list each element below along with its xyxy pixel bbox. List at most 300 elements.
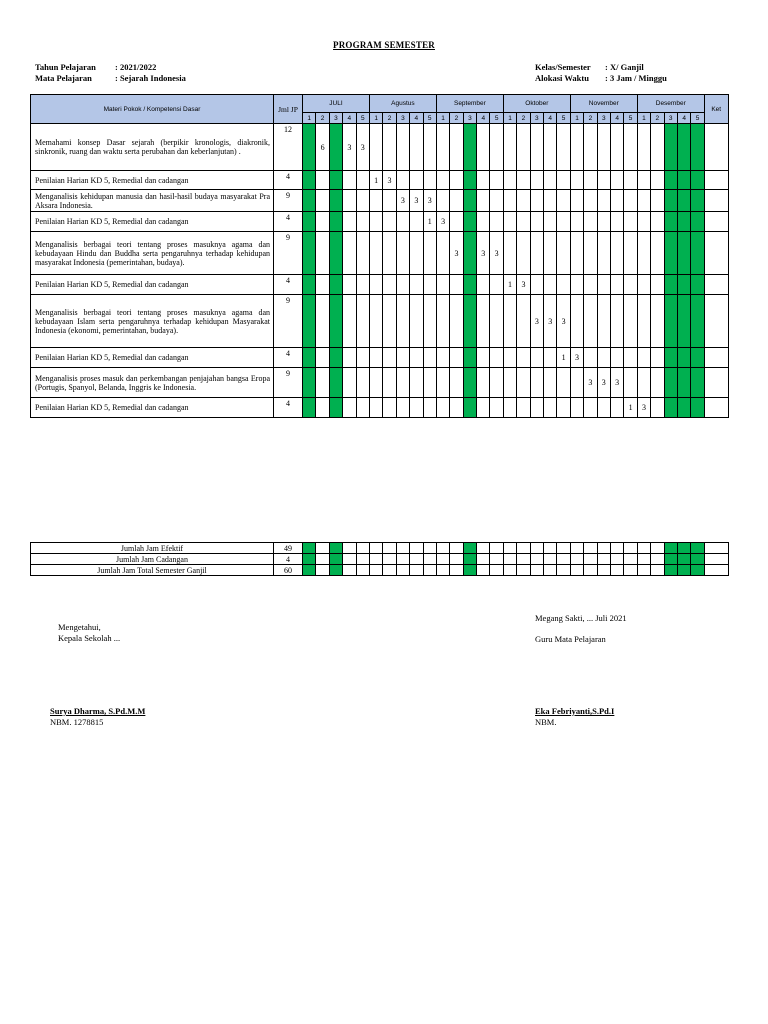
week-cell: 3 xyxy=(356,124,369,171)
header-month: Agustus xyxy=(369,95,436,113)
summary-week-cell xyxy=(557,565,570,576)
ket-cell xyxy=(704,275,728,295)
jp-cell: 4 xyxy=(274,275,303,295)
week-cell xyxy=(396,124,409,171)
summary-week-cell xyxy=(369,565,382,576)
signature-left-heading xyxy=(58,622,120,644)
week-cell xyxy=(329,171,342,190)
header-week: 2 xyxy=(316,113,329,124)
week-cell xyxy=(691,398,704,418)
week-cell xyxy=(410,232,423,275)
week-cell xyxy=(329,398,342,418)
summary-week-cell xyxy=(570,565,583,576)
week-cell: 1 xyxy=(503,275,516,295)
summary-week-cell xyxy=(343,543,356,554)
week-cell xyxy=(597,275,610,295)
week-cell xyxy=(544,212,557,232)
alokasi-label: Alokasi Waktu xyxy=(535,73,589,83)
week-cell xyxy=(410,368,423,398)
week-cell xyxy=(436,398,449,418)
semester-program-table xyxy=(30,94,729,418)
summary-week-cell xyxy=(503,543,516,554)
week-cell xyxy=(329,190,342,212)
week-cell xyxy=(369,368,382,398)
week-cell xyxy=(383,368,396,398)
week-cell xyxy=(664,124,677,171)
header-week: 5 xyxy=(490,113,503,124)
week-cell xyxy=(570,398,583,418)
summary-value: 4 xyxy=(274,554,303,565)
week-cell xyxy=(436,275,449,295)
week-cell xyxy=(584,295,597,348)
week-cell xyxy=(490,348,503,368)
header-week: 2 xyxy=(517,113,530,124)
week-cell xyxy=(557,368,570,398)
week-cell xyxy=(463,124,476,171)
summary-week-cell xyxy=(544,543,557,554)
week-cell xyxy=(450,171,463,190)
ket-cell xyxy=(704,348,728,368)
week-cell xyxy=(383,232,396,275)
week-cell xyxy=(597,124,610,171)
week-cell xyxy=(597,398,610,418)
place-date: Megang Sakti, ... Juli 2021 xyxy=(535,613,627,623)
week-cell xyxy=(677,368,690,398)
summary-week-cell xyxy=(677,565,690,576)
week-cell xyxy=(356,348,369,368)
week-cell: 3 xyxy=(423,190,436,212)
week-cell xyxy=(610,348,623,368)
week-cell xyxy=(410,348,423,368)
week-cell xyxy=(664,275,677,295)
summary-week-cell xyxy=(530,543,543,554)
week-cell xyxy=(423,398,436,418)
table-row xyxy=(31,295,729,348)
header-week: 4 xyxy=(343,113,356,124)
week-cell xyxy=(517,232,530,275)
ket-cell xyxy=(704,190,728,212)
header-ket: Ket xyxy=(704,95,728,124)
summary-week-cell xyxy=(664,554,677,565)
jp-cell: 4 xyxy=(274,348,303,368)
summary-week-cell xyxy=(410,543,423,554)
week-cell xyxy=(664,398,677,418)
summary-week-cell xyxy=(316,565,329,576)
week-cell xyxy=(503,232,516,275)
jp-cell: 4 xyxy=(274,212,303,232)
summary-week-cell xyxy=(356,543,369,554)
summary-week-cell xyxy=(436,565,449,576)
week-cell: 3 xyxy=(450,232,463,275)
week-cell xyxy=(490,212,503,232)
week-cell xyxy=(383,190,396,212)
week-cell xyxy=(570,124,583,171)
week-cell xyxy=(677,190,690,212)
materi-cell: Penilaian Harian KD 5, Remedial dan cadangan xyxy=(31,212,274,232)
week-cell xyxy=(597,190,610,212)
week-cell xyxy=(503,295,516,348)
week-cell xyxy=(490,295,503,348)
summary-week-cell xyxy=(570,554,583,565)
summary-week-cell xyxy=(637,565,650,576)
week-cell xyxy=(517,190,530,212)
week-cell xyxy=(597,295,610,348)
week-cell xyxy=(463,348,476,368)
week-cell xyxy=(423,295,436,348)
week-cell xyxy=(383,275,396,295)
week-cell xyxy=(369,295,382,348)
week-cell xyxy=(410,124,423,171)
week-cell xyxy=(517,295,530,348)
week-cell xyxy=(490,368,503,398)
week-cell xyxy=(463,212,476,232)
week-cell xyxy=(584,124,597,171)
week-cell xyxy=(477,398,490,418)
week-cell: 3 xyxy=(410,190,423,212)
summary-ket-cell xyxy=(704,543,728,554)
week-cell xyxy=(517,368,530,398)
teacher-nbm: NBM. xyxy=(535,717,557,727)
week-cell xyxy=(356,295,369,348)
header-week: 2 xyxy=(383,113,396,124)
header-month: November xyxy=(570,95,637,113)
week-cell xyxy=(544,368,557,398)
week-cell: 1 xyxy=(557,348,570,368)
week-cell xyxy=(490,171,503,190)
week-cell xyxy=(597,348,610,368)
week-cell: 3 xyxy=(490,232,503,275)
week-cell xyxy=(450,398,463,418)
summary-week-cell xyxy=(396,565,409,576)
summary-ket-cell xyxy=(704,554,728,565)
week-cell xyxy=(624,190,637,212)
week-cell xyxy=(610,212,623,232)
week-cell xyxy=(503,348,516,368)
week-cell xyxy=(544,348,557,368)
week-cell xyxy=(329,295,342,348)
week-cell xyxy=(450,368,463,398)
summary-row xyxy=(31,565,729,576)
signature-right xyxy=(535,706,614,728)
week-cell xyxy=(343,348,356,368)
week-cell xyxy=(383,398,396,418)
week-cell xyxy=(637,212,650,232)
week-cell xyxy=(369,398,382,418)
week-cell xyxy=(369,124,382,171)
summary-week-cell xyxy=(316,554,329,565)
header-week: 4 xyxy=(677,113,690,124)
week-cell xyxy=(637,124,650,171)
week-cell xyxy=(610,275,623,295)
materi-cell: Menganalisis proses masuk dan perkembangan penjajahan bangsa Eropa (Portugis, Spanyol, Belanda, Inggris ke Indonesia. xyxy=(31,368,274,398)
week-cell xyxy=(691,124,704,171)
week-cell xyxy=(544,171,557,190)
week-cell xyxy=(303,190,316,212)
jp-cell: 4 xyxy=(274,398,303,418)
week-cell xyxy=(637,368,650,398)
summary-week-cell xyxy=(544,565,557,576)
summary-week-cell xyxy=(517,554,530,565)
week-cell xyxy=(410,398,423,418)
principal-role: Kepala Sekolah ... xyxy=(58,633,121,643)
week-cell xyxy=(329,368,342,398)
summary-week-cell xyxy=(303,543,316,554)
week-cell xyxy=(584,232,597,275)
tahun-value: : 2021/2022 xyxy=(115,62,157,72)
principal-nbm: NBM. 1278815 xyxy=(50,717,104,727)
week-cell xyxy=(651,190,664,212)
week-cell xyxy=(517,212,530,232)
week-cell xyxy=(597,212,610,232)
summary-week-cell xyxy=(436,554,449,565)
week-cell xyxy=(490,275,503,295)
week-cell: 3 xyxy=(557,295,570,348)
header-week: 3 xyxy=(329,113,342,124)
week-cell xyxy=(557,124,570,171)
week-cell xyxy=(477,124,490,171)
week-cell xyxy=(477,171,490,190)
mapel-value: : Sejarah Indonesia xyxy=(115,73,186,83)
week-cell xyxy=(450,295,463,348)
week-cell xyxy=(530,348,543,368)
summary-week-cell xyxy=(610,543,623,554)
week-cell xyxy=(530,398,543,418)
week-cell xyxy=(610,232,623,275)
week-cell xyxy=(450,190,463,212)
week-cell xyxy=(303,295,316,348)
summary-week-cell xyxy=(477,543,490,554)
week-cell xyxy=(584,212,597,232)
summary-week-cell xyxy=(329,554,342,565)
week-cell xyxy=(383,348,396,368)
week-cell xyxy=(610,190,623,212)
summary-week-cell xyxy=(637,554,650,565)
table-row xyxy=(31,398,729,418)
summary-week-cell xyxy=(343,565,356,576)
header-week: 2 xyxy=(584,113,597,124)
week-cell xyxy=(436,295,449,348)
summary-label: Jumlah Jam Total Semester Ganjil xyxy=(31,565,274,576)
week-cell xyxy=(369,212,382,232)
week-cell xyxy=(396,295,409,348)
week-cell xyxy=(610,398,623,418)
summary-week-cell xyxy=(477,554,490,565)
header-week: 3 xyxy=(396,113,409,124)
week-cell xyxy=(677,124,690,171)
header-week: 3 xyxy=(463,113,476,124)
week-cell: 3 xyxy=(477,232,490,275)
week-cell xyxy=(463,171,476,190)
week-cell xyxy=(677,212,690,232)
week-cell xyxy=(664,295,677,348)
week-cell xyxy=(624,232,637,275)
week-cell xyxy=(584,171,597,190)
meta-left xyxy=(35,62,186,84)
week-cell xyxy=(570,275,583,295)
week-cell xyxy=(423,348,436,368)
header-week: 1 xyxy=(637,113,650,124)
summary-week-cell xyxy=(517,543,530,554)
week-cell: 3 xyxy=(436,212,449,232)
summary-value: 49 xyxy=(274,543,303,554)
summary-week-cell xyxy=(410,565,423,576)
materi-cell: Memahami konsep Dasar sejarah (berpikir kronologis, diakronik, sinkronik, ruang dan waktu serta perubahan dan keberlanjutan) . xyxy=(31,124,274,171)
week-cell xyxy=(423,232,436,275)
week-cell xyxy=(664,171,677,190)
week-cell xyxy=(503,398,516,418)
week-cell xyxy=(584,398,597,418)
header-month: Oktober xyxy=(503,95,570,113)
week-cell xyxy=(664,232,677,275)
week-cell xyxy=(343,275,356,295)
week-cell xyxy=(624,295,637,348)
summary-week-cell xyxy=(369,554,382,565)
week-cell xyxy=(557,275,570,295)
week-cell xyxy=(303,275,316,295)
summary-week-cell xyxy=(503,554,516,565)
week-cell xyxy=(557,190,570,212)
summary-week-cell xyxy=(584,543,597,554)
summary-week-cell xyxy=(490,565,503,576)
week-cell xyxy=(477,348,490,368)
week-cell xyxy=(329,124,342,171)
week-cell xyxy=(610,124,623,171)
header-week: 2 xyxy=(450,113,463,124)
week-cell xyxy=(637,190,650,212)
summary-week-cell xyxy=(677,554,690,565)
week-cell xyxy=(356,190,369,212)
principal-name: Surya Dharma, S.Pd.M.M xyxy=(50,706,146,716)
summary-week-cell xyxy=(544,554,557,565)
week-cell xyxy=(463,275,476,295)
week-cell xyxy=(316,295,329,348)
week-cell xyxy=(691,275,704,295)
summary-week-cell xyxy=(597,554,610,565)
week-cell xyxy=(503,171,516,190)
ket-cell xyxy=(704,232,728,275)
summary-week-cell xyxy=(637,543,650,554)
week-cell xyxy=(436,232,449,275)
week-cell xyxy=(677,232,690,275)
week-cell: 3 xyxy=(530,295,543,348)
jp-cell: 12 xyxy=(274,124,303,171)
week-cell xyxy=(329,212,342,232)
summary-week-cell xyxy=(651,554,664,565)
week-cell xyxy=(584,275,597,295)
week-cell xyxy=(396,348,409,368)
summary-week-cell xyxy=(303,554,316,565)
week-cell: 3 xyxy=(597,368,610,398)
document-title: PROGRAM SEMESTER xyxy=(333,40,435,50)
week-cell xyxy=(369,275,382,295)
week-cell xyxy=(356,368,369,398)
ket-cell xyxy=(704,295,728,348)
header-month: JULI xyxy=(303,95,370,113)
week-cell xyxy=(423,171,436,190)
week-cell xyxy=(624,275,637,295)
week-cell xyxy=(396,398,409,418)
week-cell xyxy=(369,348,382,368)
summary-week-cell xyxy=(651,543,664,554)
week-cell: 3 xyxy=(343,124,356,171)
week-cell xyxy=(436,190,449,212)
week-cell xyxy=(477,368,490,398)
week-cell: 3 xyxy=(570,348,583,368)
table-row xyxy=(31,171,729,190)
summary-week-cell xyxy=(329,565,342,576)
week-cell xyxy=(410,275,423,295)
week-cell xyxy=(664,212,677,232)
week-cell xyxy=(651,368,664,398)
summary-week-cell xyxy=(383,554,396,565)
summary-week-cell xyxy=(423,554,436,565)
ket-cell xyxy=(704,171,728,190)
week-cell xyxy=(624,368,637,398)
week-cell xyxy=(691,368,704,398)
week-cell xyxy=(396,275,409,295)
week-cell xyxy=(410,212,423,232)
week-cell xyxy=(343,232,356,275)
week-cell xyxy=(316,275,329,295)
summary-week-cell xyxy=(490,554,503,565)
week-cell xyxy=(303,232,316,275)
summary-week-cell xyxy=(463,543,476,554)
jp-cell: 9 xyxy=(274,190,303,212)
teacher-role: Guru Mata Pelajaran xyxy=(535,634,606,644)
summary-week-cell xyxy=(624,565,637,576)
week-cell xyxy=(316,171,329,190)
week-cell xyxy=(477,295,490,348)
summary-week-cell xyxy=(396,543,409,554)
table-row xyxy=(31,232,729,275)
week-cell xyxy=(396,232,409,275)
week-cell xyxy=(303,348,316,368)
week-cell xyxy=(624,124,637,171)
summary-week-cell xyxy=(624,554,637,565)
week-cell xyxy=(570,368,583,398)
week-cell xyxy=(637,232,650,275)
tahun-label: Tahun Pelajaran xyxy=(35,62,96,72)
summary-week-cell xyxy=(530,554,543,565)
week-cell xyxy=(396,171,409,190)
summary-week-cell xyxy=(610,565,623,576)
summary-week-cell xyxy=(664,565,677,576)
summary-week-cell xyxy=(624,543,637,554)
materi-cell: Menganalisis kehidupan manusia dan hasil-hasil budaya masyarakat Pra Aksara Indonesia. xyxy=(31,190,274,212)
table-row xyxy=(31,212,729,232)
week-cell xyxy=(570,171,583,190)
week-cell xyxy=(570,190,583,212)
header-week: 3 xyxy=(597,113,610,124)
summary-week-cell xyxy=(356,554,369,565)
week-cell xyxy=(691,171,704,190)
header-week: 5 xyxy=(356,113,369,124)
week-cell xyxy=(329,275,342,295)
summary-week-cell xyxy=(503,565,516,576)
week-cell xyxy=(610,171,623,190)
week-cell xyxy=(677,171,690,190)
kelas-label: Kelas/Semester xyxy=(535,62,591,72)
summary-week-cell xyxy=(651,565,664,576)
week-cell xyxy=(597,232,610,275)
ket-cell xyxy=(704,368,728,398)
jp-cell: 9 xyxy=(274,232,303,275)
week-cell xyxy=(463,368,476,398)
week-cell xyxy=(463,295,476,348)
summary-week-cell xyxy=(691,565,704,576)
week-cell xyxy=(651,171,664,190)
jp-cell: 4 xyxy=(274,171,303,190)
